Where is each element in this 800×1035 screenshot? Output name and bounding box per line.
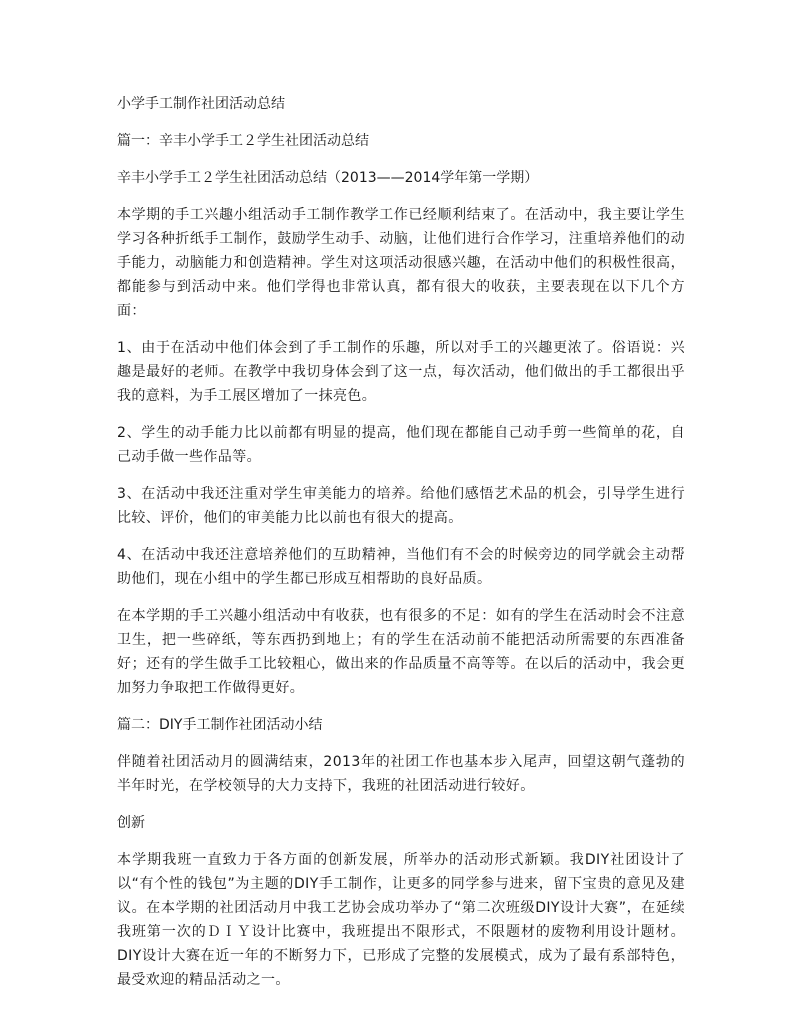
part1-point-3: 3、在活动中我还注重对学生审美能力的培养。给他们感悟艺术品的机会，引导学生进行比较、评价，他们的审美能力比以前也有很大的提高。 [117,486,685,526]
part1-point-1: 1、由于在活动中他们体会到了手工制作的乐趣，所以对手工的兴趣更浓了。俗语说：兴趣是最好的老师。在教学中我切身体会到了这一点，每次活动，他们做出的手工都很出乎我的意料，为手工展区增加了一抹亮色。 [117,340,685,404]
document-title: 小学手工制作社团活动总结 [117,96,285,112]
part1-heading: 篇一：辛丰小学手工２学生社团活动总结 [117,133,369,149]
document-page [117,92,685,1005]
part2-intro-paragraph: 伴随着社团活动月的圆满结束，2013年的社团工作也基本步入尾声，回望这朝气蓬勃的半年时光，在学校领导的大力支持下，我班的社团活动进行较好。 [117,754,685,794]
part1-summary-paragraph: 在本学期的手工兴趣小组活动中有收获，也有很多的不足：如有的学生在活动时会不注意卫生，把一些碎纸，等东西扔到地上；有的学生在活动前不能把活动所需要的东西准备好；还有的学生做手工比较粗心，做出来的作品质量不高等等。在以后的活动中，我会更加努力争取把工作做得更好。 [117,608,685,696]
part2-body-paragraph: 本学期我班一直致力于各方面的创新发展，所举办的活动形式新颖。我DIY社团设计了以“有个性的钱包”为主题的DIY手工制作，让更多的同学参与进来，留下宝贵的意见及建议。在本学期的社团活动月中我工艺协会成功举办了“第二次班级DIY设计大赛”，在延续我班第一次的ＤＩＹ设计比赛中，我班提出不限形式，不限题材的废物利用设计题材。DIY设计大赛在近一年的不断努力下，已形成了完整的发展模式，成为了最有系部特色，最受欢迎的精品活动之一。 [117,852,685,988]
part2-section-heading: 创新 [117,815,145,831]
part2-heading: 篇二：DIY手工制作社团活动小结 [117,717,323,733]
part1-intro-paragraph: 本学期的手工兴趣小组活动手工制作教学工作已经顺利结束了。在活动中，我主要让学生学习各种折纸手工制作，鼓励学生动手、动脑，让他们进行合作学习，注重培养他们的动手能力，动脑能力和创造精神。学生对这项活动很感兴趣，在活动中他们的积极性很高，都能参与到活动中来。他们学得也非常认真，都有很大的收获，主要表现在以下几个方面： [117,207,685,319]
part1-point-4: 4、在活动中我还注意培养他们的互助精神，当他们有不会的时候旁边的同学就会主动帮助他们，现在小组中的学生都已形成互相帮助的良好品质。 [117,547,685,587]
part1-subheading: 辛丰小学手工２学生社团活动总结（2013——2014学年第一学期） [117,170,539,186]
part1-point-2: 2、学生的动手能力比以前都有明显的提高，他们现在都能自己动手剪一些简单的花，自己动手做一些作品等。 [117,425,685,465]
